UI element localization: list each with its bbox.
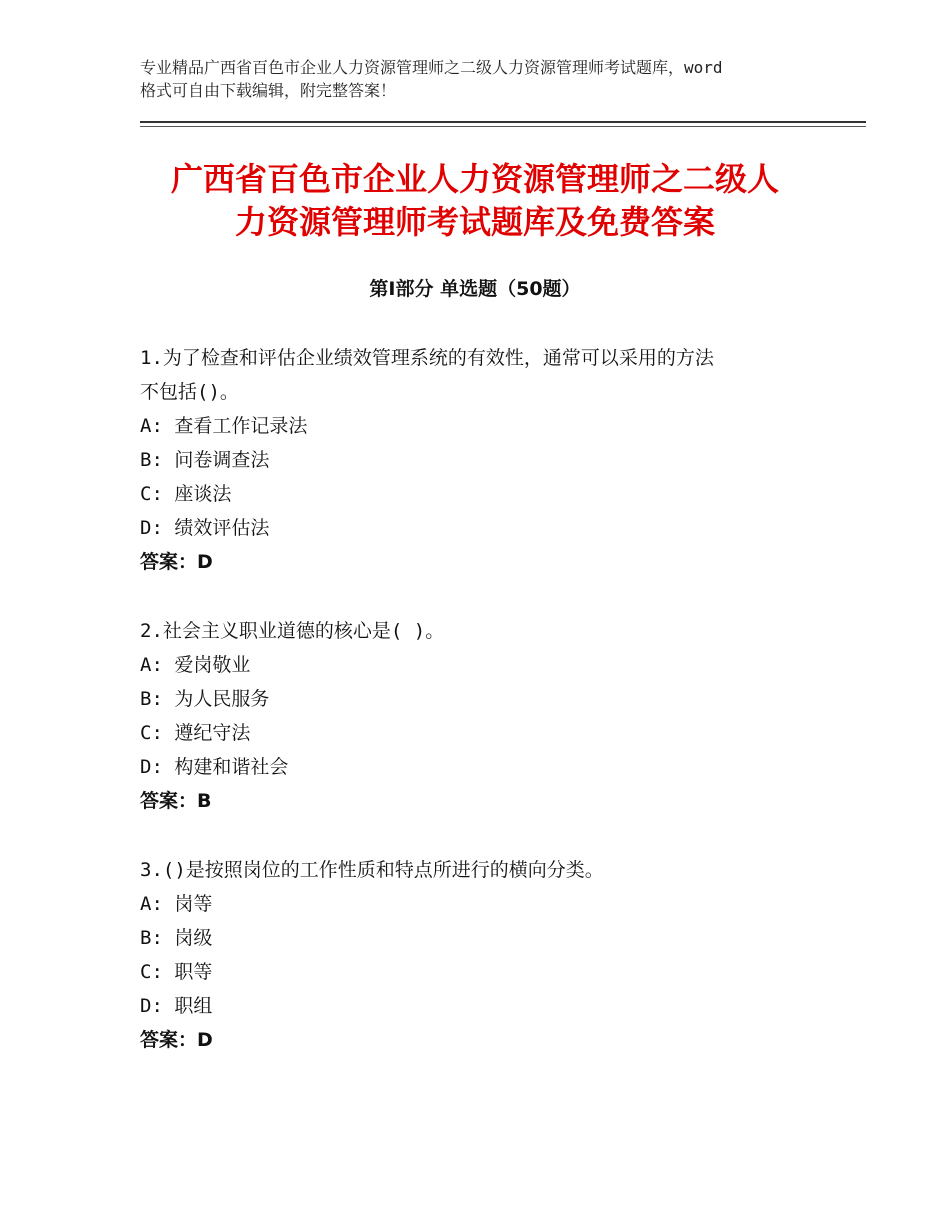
section-heading: 第Ⅰ部分 单选题（50题） [369, 278, 581, 300]
question-2 [140, 614, 830, 818]
header-note [140, 56, 830, 102]
header-divider-thin [140, 126, 866, 127]
question-1-answer: 答案：D [140, 551, 213, 573]
question-3-stem-line-1: 3.()是按照岗位的工作性质和特点所进行的横向分类。 [140, 859, 604, 881]
question-3-option-a: A: 岗等 [140, 893, 213, 915]
question-2-option-b: B: 为人民服务 [140, 688, 270, 710]
question-1-option-a: A: 查看工作记录法 [140, 415, 308, 437]
question-3 [140, 853, 830, 1057]
question-2-answer: 答案：B [140, 790, 212, 812]
question-2-option-d: D: 构建和谐社会 [140, 756, 289, 778]
question-1-stem-line-1: 1.为了检查和评估企业绩效管理系统的有效性，通常可以采用的方法 [140, 347, 714, 369]
header-divider-thick [140, 121, 866, 123]
document-title [120, 158, 830, 244]
question-3-option-d: D: 职组 [140, 995, 213, 1017]
question-1 [140, 341, 830, 579]
question-1-stem-line-2: 不包括()。 [140, 381, 239, 403]
question-1-option-d: D: 绩效评估法 [140, 517, 270, 539]
question-2-option-a: A: 爱岗敬业 [140, 654, 251, 676]
question-1-option-b: B: 问卷调查法 [140, 449, 270, 471]
question-1-option-c: C: 座谈法 [140, 483, 232, 505]
document-title-line-1: 广西省百色市企业人力资源管理师之二级人 [170, 160, 779, 198]
question-2-stem-line-1: 2.社会主义职业道德的核心是( )。 [140, 620, 445, 642]
question-3-option-c: C: 职等 [140, 961, 213, 983]
header-note-line-2: 格式可自由下载编辑，附完整答案！ [140, 81, 397, 100]
document-title-line-2: 力资源管理师考试题库及免费答案 [234, 203, 715, 241]
question-3-answer: 答案：D [140, 1029, 213, 1051]
question-3-option-b: B: 岗级 [140, 927, 213, 949]
question-2-option-c: C: 遵纪守法 [140, 722, 251, 744]
header-note-line-1: 专业精品广西省百色市企业人力资源管理师之二级人力资源管理师考试题库，word [140, 58, 723, 77]
